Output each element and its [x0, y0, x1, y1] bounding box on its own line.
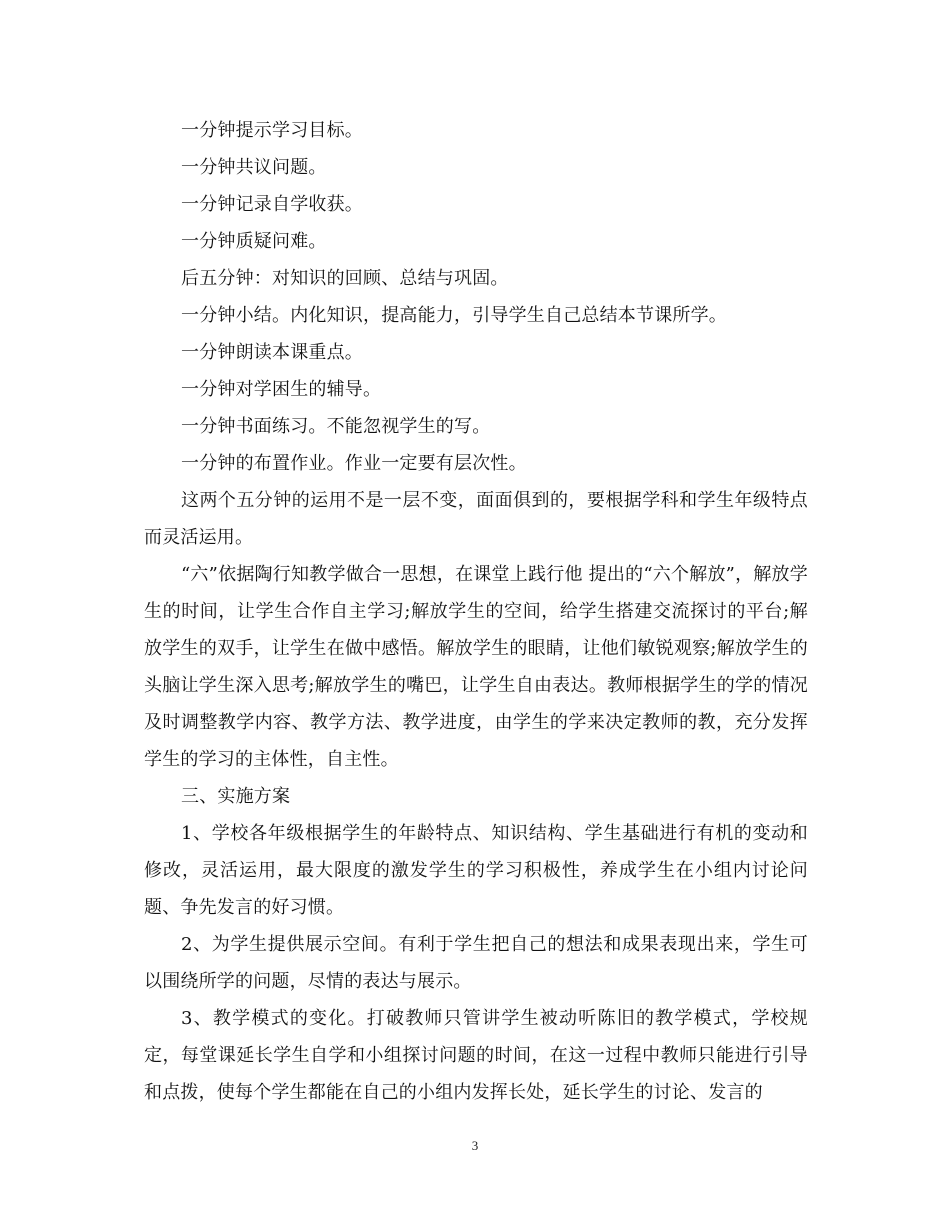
paragraph-4: 一分钟质疑问难。 [181, 231, 327, 252]
paragraph-15: 2、为学生提供展示空间。有利于学生把自己的想法和成果表现出来，学生可以围绕所学的问题，尽情的表达与展示。 [144, 934, 808, 992]
paragraph-3: 一分钟记录自学收获。 [181, 194, 363, 215]
paragraph-11: 这两个五分钟的运用不是一层不变，面面俱到的，要根据学科和学生年级特点而灵活运用。 [144, 490, 808, 548]
paragraph-6: 一分钟小结。内化知识，提高能力，引导学生自己总结本节课所学。 [181, 305, 727, 326]
paragraph-10: 一分钟的布置作业。作业一定要有层次性。 [181, 453, 527, 474]
paragraph-8: 一分钟对学困生的辅导。 [181, 379, 382, 400]
paragraph-16: 3、教学模式的变化。打破教师只管讲学生被动听陈旧的教学模式，学校规定，每堂课延长学生自学和小组探讨问题的时间，在这一过程中教师只能进行引导和点拨，使每个学生都能在自己的小组内发挥长处，延长学生的讨论、发言的 [144, 1008, 808, 1103]
page-number: 3 [471, 1138, 479, 1153]
paragraph-14: 1、学校各年级根据学生的年龄特点、知识结构、学生基础进行有机的变动和修改，灵活运用，最大限度的激发学生的学习积极性，养成学生在小组内讨论问题、争先发言的好习惯。 [144, 823, 808, 918]
paragraph-2: 一分钟共议问题。 [181, 157, 327, 178]
section-heading: 三、实施方案 [181, 786, 291, 807]
paragraph-7: 一分钟朗读本课重点。 [181, 342, 363, 363]
paragraph-1: 一分钟提示学习目标。 [181, 120, 363, 141]
document-body [144, 112, 808, 1111]
paragraph-9: 一分钟书面练习。不能忽视学生的写。 [181, 416, 491, 437]
paragraph-5: 后五分钟：对知识的回顾、总结与巩固。 [181, 268, 509, 289]
paragraph-12: “六”依据陶行知教学做合一思想，在课堂上践行他 提出的“六个解放”，解放学生的时间，让学生合作自主学习;解放学生的空间，给学生搭建交流探讨的平台;解放学生的双手，让学生在做中感悟。解放学生的眼睛，让他们敏锐观察;解放学生的头脑让学生深入思考;解放学生的嘴巴，让学生自由表达。教师根据学生的学的情况及时调整教学内容、教学方法、教学进度，由学生的学来决定教师的教，充分发挥学生的学习的主体性，自主性。 [144, 564, 808, 770]
